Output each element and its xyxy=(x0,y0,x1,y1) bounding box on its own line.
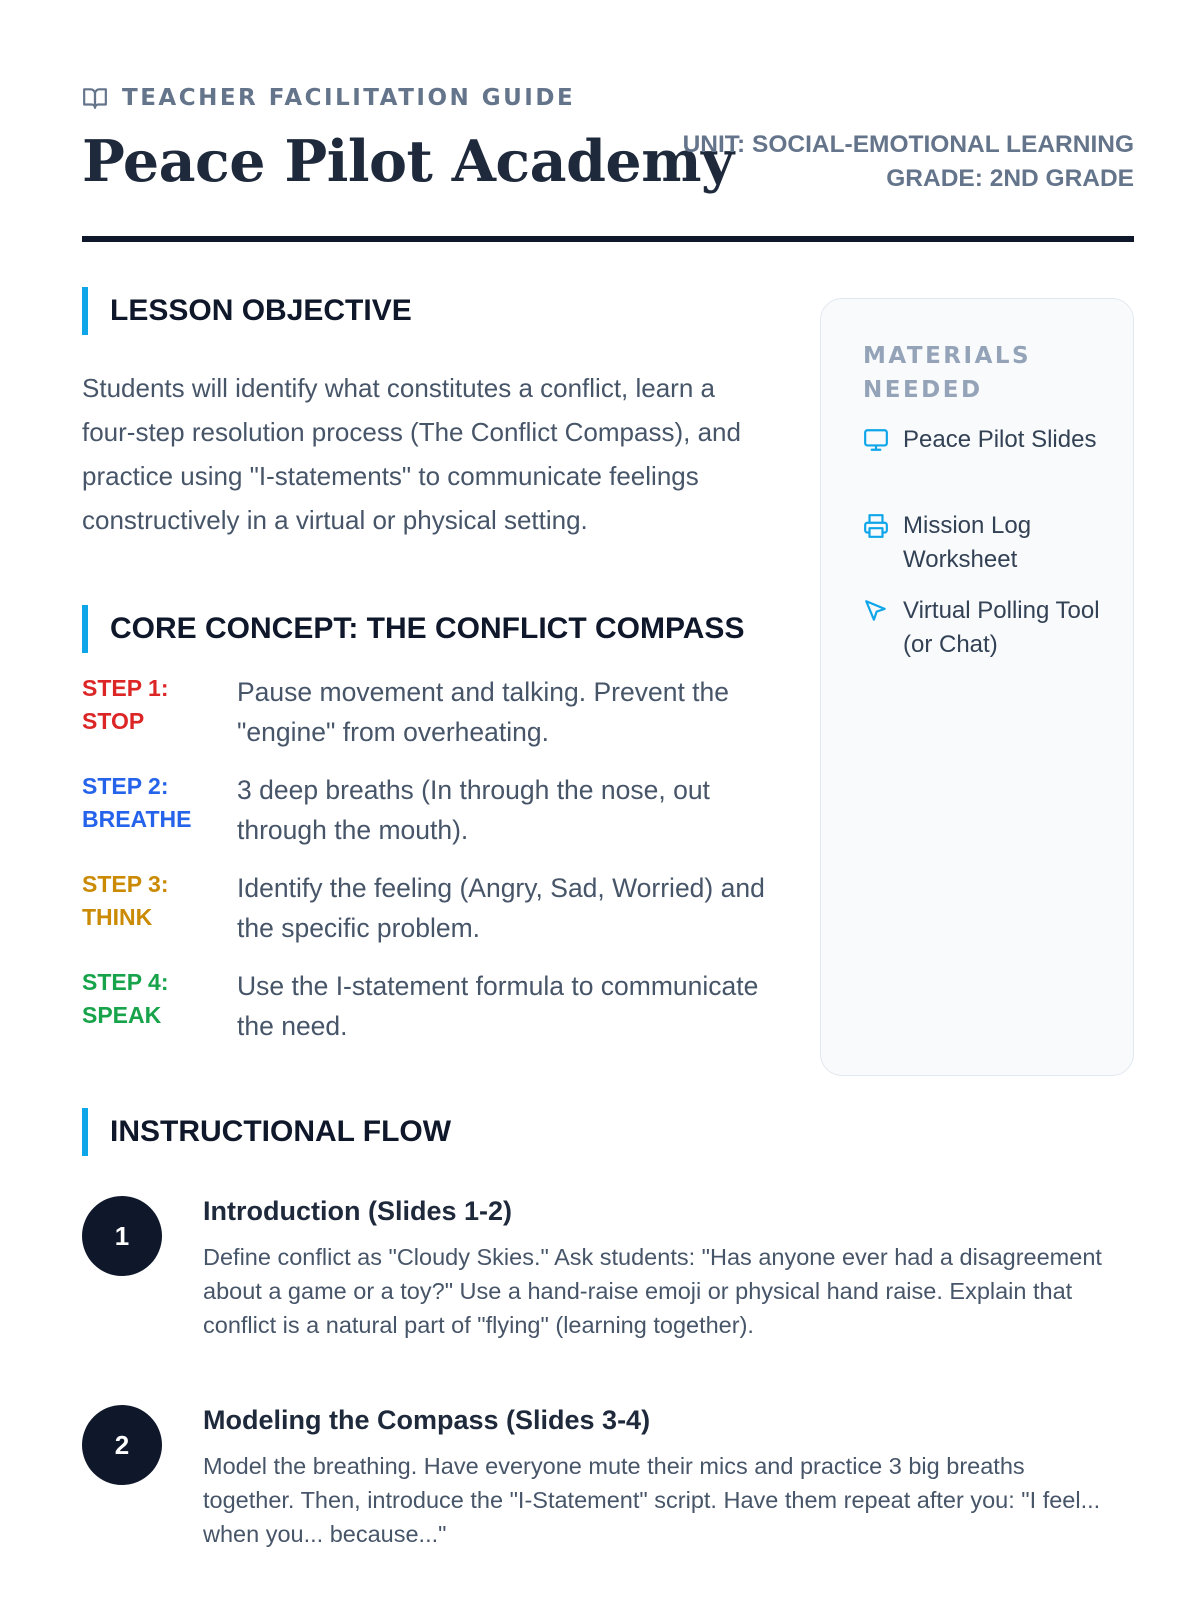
flow-step-description: Model the breathing. Have everyone mute their mics and practice 3 big breaths together. Then, introduce the "I-Statement" script. Have them repeat after you: "I feel... when you... because..." xyxy=(203,1453,1101,1547)
materials-heading: MATERIALS NEEDED xyxy=(863,343,1032,403)
grade-label: GRADE: 2ND GRADE xyxy=(886,165,1134,192)
step-item-stop xyxy=(82,672,782,752)
unit-label: UNIT: SOCIAL-EMOTIONAL LEARNING xyxy=(682,131,1134,158)
step-name: THINK xyxy=(82,904,153,930)
step-item-speak xyxy=(82,966,782,1046)
flow-step-title: Modeling the Compass (Slides 3-4) xyxy=(203,1405,651,1435)
step-name: STOP xyxy=(82,708,145,734)
lesson-guide-page xyxy=(82,0,1134,1600)
header-divider xyxy=(82,236,1134,242)
step-number: STEP 4: xyxy=(82,969,169,995)
step-label xyxy=(82,672,237,752)
material-label: Mission Log Worksheet xyxy=(903,512,1032,573)
lesson-objective-text: Students will identify what constitutes a conflict, learn a four-step resolution process (The Conflict Compass), and practice using "I-statements" to communicate feelings constructively in a virtual or physical setting. xyxy=(82,373,741,535)
step-item-breathe xyxy=(82,770,782,850)
page-title: Peace Pilot Academy xyxy=(82,128,734,195)
cursor-pointer-icon xyxy=(863,598,889,624)
guide-eyebrow xyxy=(82,82,575,114)
flow-step-number: 1 xyxy=(82,1196,162,1276)
unit-grade-info xyxy=(683,128,1134,196)
flow-step-description: Define conflict as "Cloudy Skies." Ask students: "Has anyone ever had a disagreement about a game or a toy?" Use a hand-raise emoji or physical hand raise. Explain that conflict is a natural part of "flying" (learning together). xyxy=(203,1244,1102,1338)
core-concept-heading: CORE CONCEPT: THE CONFLICT COMPASS xyxy=(82,605,744,653)
step-description: Pause movement and talking. Prevent the "engine" from overheating. xyxy=(237,677,730,747)
printer-icon xyxy=(863,513,889,539)
step-label xyxy=(82,868,237,948)
eyebrow-text: TEACHER FACILITATION GUIDE xyxy=(122,85,576,111)
step-number: STEP 1: xyxy=(82,675,169,701)
step-name: BREATHE xyxy=(82,806,192,832)
instructional-flow-heading: INSTRUCTIONAL FLOW xyxy=(82,1108,451,1156)
step-label xyxy=(82,770,237,850)
material-label: Virtual Polling Tool (or Chat) xyxy=(903,597,1100,658)
book-open-icon xyxy=(82,85,108,111)
lesson-objective-heading: LESSON OBJECTIVE xyxy=(82,287,412,335)
monitor-icon xyxy=(863,427,889,453)
material-item-polling-tool xyxy=(863,594,1103,662)
step-description: Use the I-statement formula to communicate the need. xyxy=(237,971,759,1041)
step-item-think xyxy=(82,868,782,948)
flow-step-title: Introduction (Slides 1-2) xyxy=(203,1196,513,1226)
step-description: Identify the feeling (Angry, Sad, Worried) and the specific problem. xyxy=(237,873,765,943)
step-number: STEP 3: xyxy=(82,871,169,897)
step-number: STEP 2: xyxy=(82,773,169,799)
step-name: SPEAK xyxy=(82,1002,162,1028)
flow-step-number: 2 xyxy=(82,1405,162,1485)
step-description: 3 deep breaths (In through the nose, out through the mouth). xyxy=(237,775,710,845)
step-label xyxy=(82,966,237,1046)
materials-card xyxy=(820,298,1134,1076)
material-item-slides xyxy=(863,423,1103,457)
material-item-worksheet xyxy=(863,509,1103,577)
material-label: Peace Pilot Slides xyxy=(903,426,1097,453)
